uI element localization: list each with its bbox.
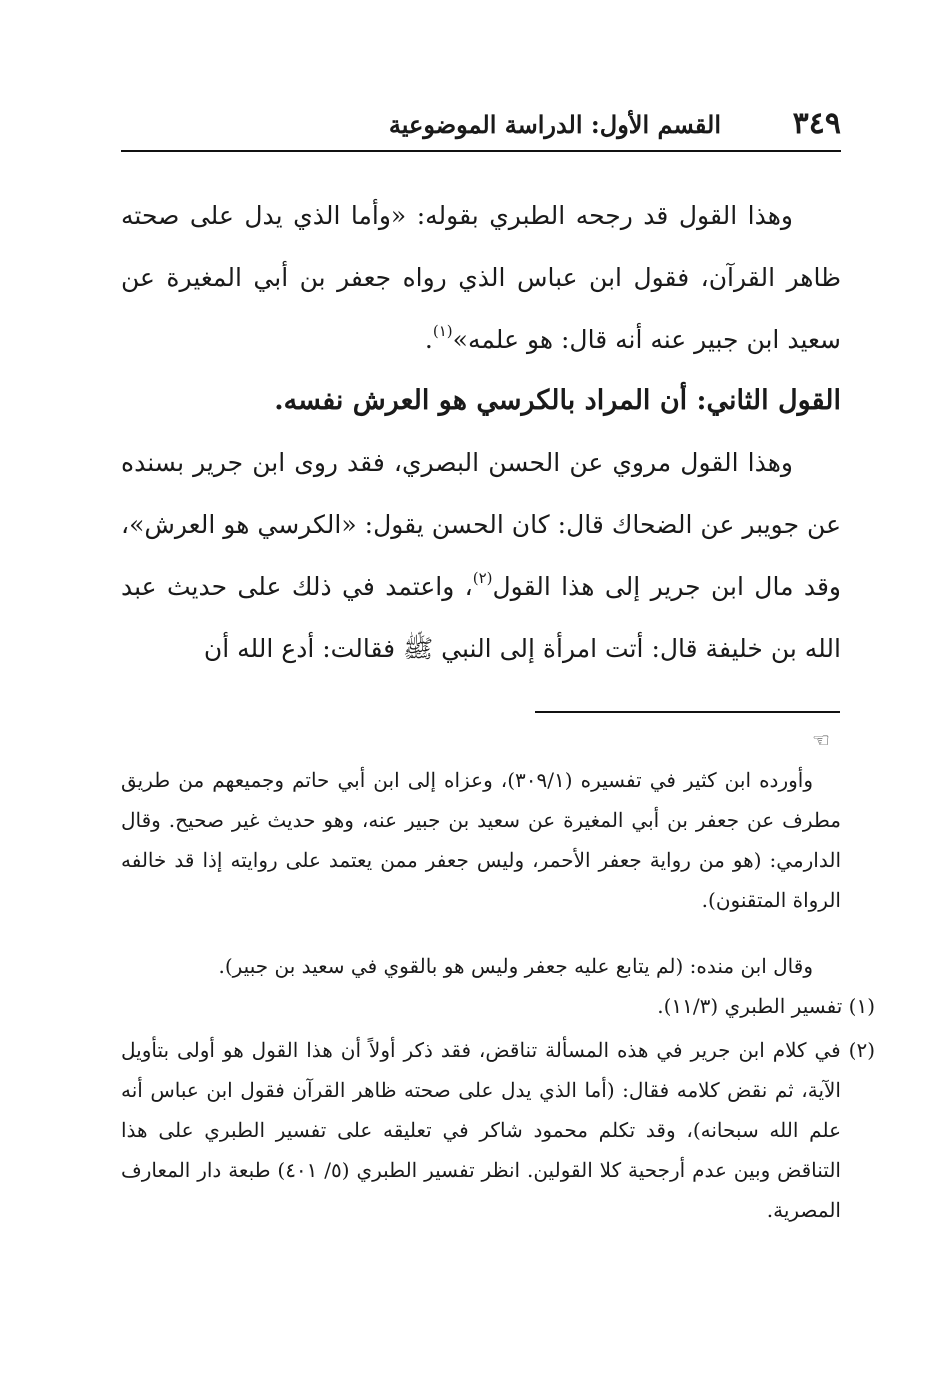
footnote-2: (٢) في كلام ابن جرير في هذه المسألة تناقض، فقد ذكر أولاً أن هذا القول هو أولى بتأويل الآية، ثم نقض كلامه فقال: (أما الذي يدل على صحته ظاهر القرآن فقول ابن عباس أنه علم الله سبحانه)، وقد تكلم محمود شاكر في تعليقه على تفسير الطبري على هذا التناقض وبين عدم أرجحية كلا القولين. انظر تفسير الطبري (٥/ ٤٠١) طبعة دار المعارف المصرية. xyxy=(121,1038,875,1222)
page-header xyxy=(121,100,841,148)
continuation-hand-icon: ☜ xyxy=(812,728,830,752)
paragraph-2 xyxy=(121,432,841,680)
footnote-rule xyxy=(535,711,840,713)
paragraph-1-text: وهذا القول قد رجحه الطبري بقوله: «وأما الذي يدل على صحته ظاهر القرآن، فقول ابن عباس الذي رواه جعفر بن أبي المغيرة عن سعيد ابن جبير عنه أنه قال: هو علمه» xyxy=(121,201,841,354)
footnote-ref-2: (٢) xyxy=(472,569,493,587)
paragraph-2-text-b: ، واعتمد في ذلك على حديث عبد الله بن خليفة قال: أتت امرأة إلى النبي ﷺ فقالت: أدع الله أن xyxy=(121,572,841,663)
footnote-ref-1: (١) xyxy=(432,322,453,340)
footnote-continuation-2: وقال ابن منده: (لم يتابع عليه جعفر وليس هو بالقوي في سعيد بن جبير). xyxy=(218,954,813,978)
running-head: القسم الأول: الدراسة الموضوعية xyxy=(388,110,721,139)
footnote-continuation-1: وأورده ابن كثير في تفسيره (٣٠٩/١)، وعزاه إلى ابن أبي حاتم وجميعهم من طريق مطرف عن جعفر بن أبي المغيرة عن سعيد بن جبير عنه، وهو حديث غير صحيح. وقال الدارمي: (هو من رواية جعفر الأحمر، وليس جعفر ممن يعتمد على روايته إذا قد خالفه الرواة المتقنون). xyxy=(121,768,841,912)
header-rule xyxy=(121,150,841,152)
paragraph-1-end: . xyxy=(424,325,433,354)
footnote-1: (١) تفسير الطبري (١١/٣). xyxy=(657,994,875,1018)
page-number: ٣٤٩ xyxy=(792,106,841,141)
paragraph-2-text-a: وهذا القول مروي عن الحسن البصري، فقد روى ابن جرير بسنده عن جويبر عن الضحاك قال: كان الحسن يقول: «الكرسي هو العرش»، وقد مال ابن جرير إلى هذا القول xyxy=(121,448,842,601)
section-heading: القول الثاني: أن المراد بالكرسي هو العرش نفسه. xyxy=(274,385,841,416)
paragraph-1 xyxy=(121,185,841,371)
